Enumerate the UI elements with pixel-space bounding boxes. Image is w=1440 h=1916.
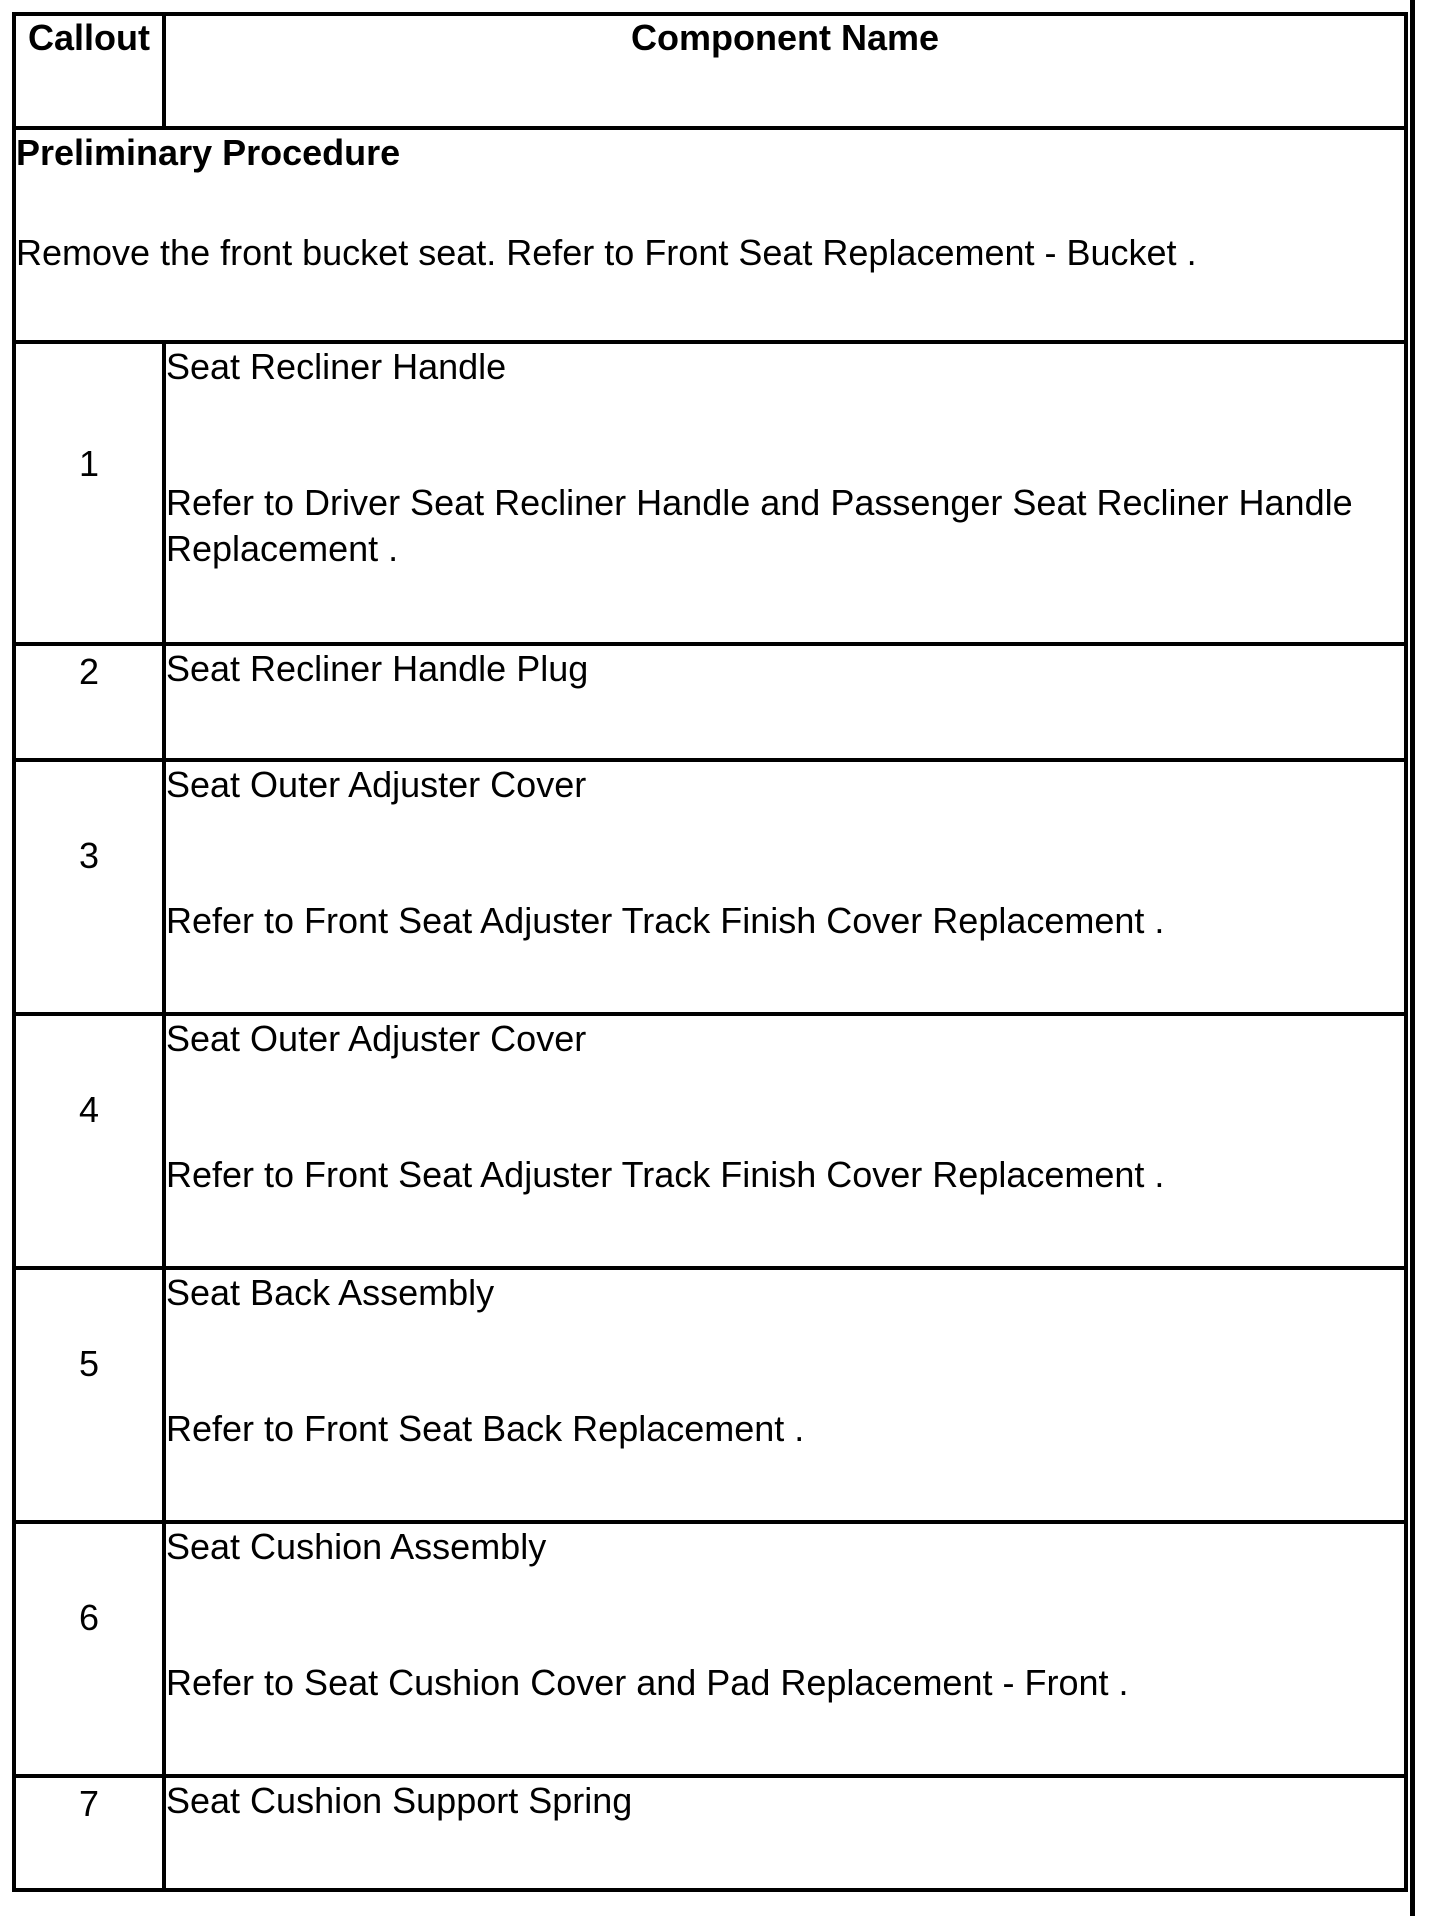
component-cell — [164, 644, 1406, 760]
table-row — [14, 644, 1406, 760]
table-row — [14, 760, 1406, 1014]
header-callout: Callout — [14, 14, 164, 128]
component-name: Seat Cushion Assembly — [166, 1526, 547, 1567]
component-cell — [164, 760, 1406, 1014]
component-name: Seat Recliner Handle — [166, 346, 507, 387]
table-row — [14, 1776, 1406, 1890]
component-name: Seat Recliner Handle Plug — [166, 648, 589, 689]
component-cell — [164, 342, 1406, 644]
table-row — [14, 342, 1406, 644]
header-component-name: Component Name — [164, 14, 1406, 128]
page-edge-rule — [1410, 0, 1415, 1916]
preliminary-procedure-title: Preliminary Procedure — [16, 132, 401, 173]
callout-number: 6 — [14, 1522, 164, 1776]
preliminary-procedure-cell — [14, 128, 1406, 342]
callout-number: 1 — [14, 342, 164, 644]
component-cell — [164, 1776, 1406, 1890]
component-reference: Refer to Front Seat Adjuster Track Finish Cover Replacement . — [166, 1154, 1165, 1195]
callout-number: 3 — [14, 760, 164, 1014]
callout-number: 7 — [14, 1776, 164, 1890]
component-cell — [164, 1522, 1406, 1776]
callout-number: 4 — [14, 1014, 164, 1268]
table-header-row — [14, 14, 1406, 128]
callout-number: 5 — [14, 1268, 164, 1522]
component-cell — [164, 1014, 1406, 1268]
table-row — [14, 1522, 1406, 1776]
preliminary-procedure-row — [14, 128, 1406, 342]
table-row — [14, 1268, 1406, 1522]
component-callout-table — [12, 12, 1408, 1892]
component-name: Seat Outer Adjuster Cover — [166, 764, 587, 805]
component-cell — [164, 1268, 1406, 1522]
component-reference: Refer to Driver Seat Recliner Handle and Passenger Seat Recliner Handle Replacement . — [166, 482, 1353, 569]
component-name: Seat Cushion Support Spring — [166, 1780, 633, 1821]
callout-number: 2 — [14, 644, 164, 760]
component-reference: Refer to Front Seat Back Replacement . — [166, 1408, 805, 1449]
component-name: Seat Outer Adjuster Cover — [166, 1018, 587, 1059]
table-row — [14, 1014, 1406, 1268]
component-reference: Refer to Seat Cushion Cover and Pad Replacement - Front . — [166, 1662, 1129, 1703]
component-name: Seat Back Assembly — [166, 1272, 495, 1313]
preliminary-procedure-text: Remove the front bucket seat. Refer to Front Seat Replacement - Bucket . — [16, 232, 1197, 273]
component-reference: Refer to Front Seat Adjuster Track Finish Cover Replacement . — [166, 900, 1165, 941]
